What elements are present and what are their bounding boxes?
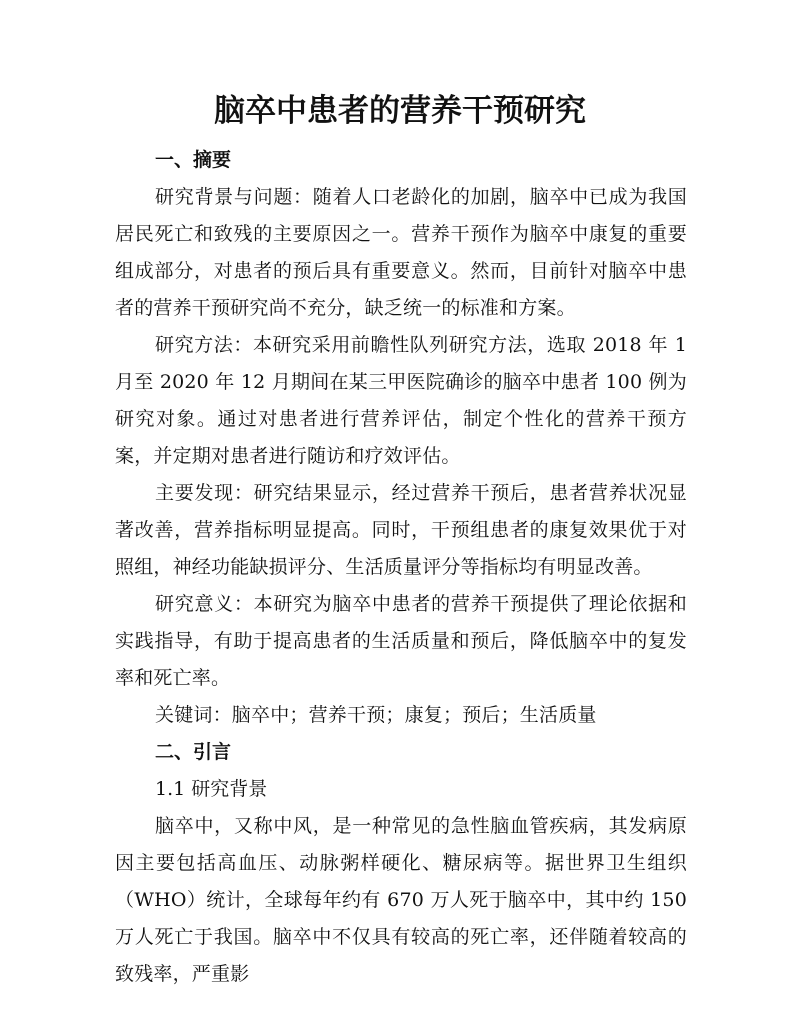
introduction-paragraph: 脑卒中，又称中风，是一种常见的急性脑血管疾病，其发病原因主要包括高血压、动脉粥样硬化、糖尿病等。据世界卫生组织（WHO）统计，全球每年约有 670 万人死于脑卒中，其中约 150 万人死亡于我国。脑卒中不仅具有较高的死亡率，还伴随着较高的致残率，严重影 [115,815,687,985]
keywords-line: 关键词：脑卒中；营养干预；康复；预后；生活质量 [155,704,597,726]
research-background-subheading: 1.1 研究背景 [155,778,268,800]
document-body [115,142,687,993]
abstract-findings-paragraph: 主要发现：研究结果显示，经过营养干预后，患者营养状况显著改善，营养指标明显提高。同时，干预组患者的康复效果优于对照组，神经功能缺损评分、生活质量评分等指标均有明显改善。 [115,482,687,578]
introduction-heading: 二、引言 [155,741,232,763]
document-title: 脑卒中患者的营养干预研究 [214,93,586,129]
abstract-methods-paragraph: 研究方法：本研究采用前瞻性队列研究方法，选取 2018 年 1 月至 2020 年 12 月期间在某三甲医院确诊的脑卒中患者 100 例为研究对象。通过对患者进行营养评估，制定个性化的营养干预方案，并定期对患者进行随访和疗效评估。 [115,334,687,467]
abstract-heading: 一、摘要 [155,149,232,171]
abstract-significance-paragraph: 研究意义：本研究为脑卒中患者的营养干预提供了理论依据和实践指导，有助于提高患者的生活质量和预后，降低脑卒中的复发率和死亡率。 [115,593,687,689]
abstract-background-paragraph: 研究背景与问题：随着人口老龄化的加剧，脑卒中已成为我国居民死亡和致残的主要原因之一。营养干预作为脑卒中康复的重要组成部分，对患者的预后具有重要意义。然而，目前针对脑卒中患者的营养干预研究尚不充分，缺乏统一的标准和方案。 [115,186,687,319]
